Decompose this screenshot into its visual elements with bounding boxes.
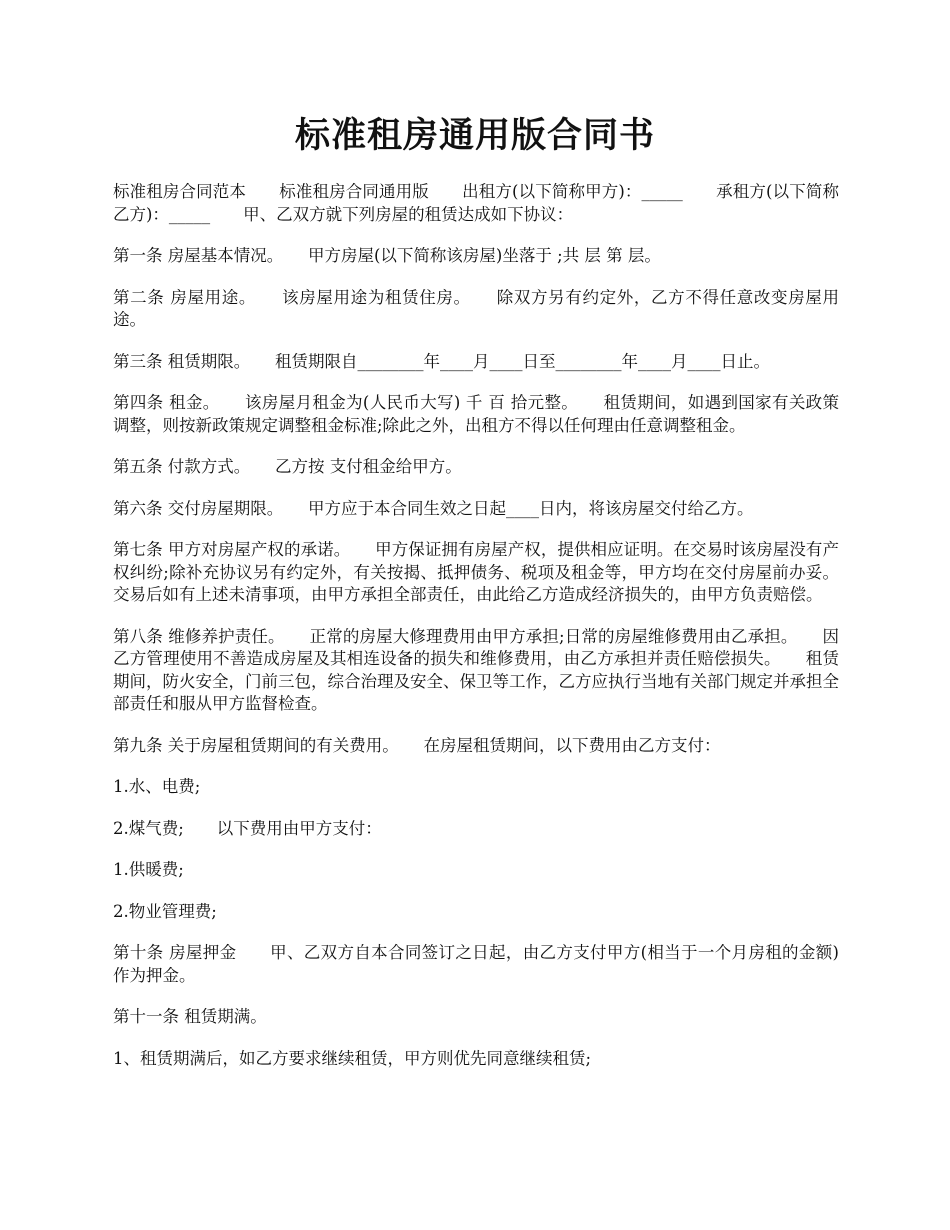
article-2-paragraph: 第二条 房屋用途。 该房屋用途为租赁住房。 除双方另有约定外，乙方不得任意改变房屋用途。	[113, 287, 839, 329]
list-item: 1、租赁期满后，如乙方要求继续租赁，甲方则优先同意继续租赁;	[113, 1048, 592, 1068]
article-8-paragraph: 第八条 维修养护责任。 正常的房屋大修理费用由甲方承担;日常的房屋维修费用由乙承担。 因乙方管理使用不善造成房屋及其相连设备的损失和维修费用，由乙方承担并责任赔偿损失。 租赁期间，防火安全，门前三包，综合治理及安全、保卫等工作，乙方应执行当地有关部门规定并承担全部责任和服从甲方监督检查。	[113, 626, 839, 713]
article-11-paragraph: 第十一条 租赁期满。	[113, 1007, 267, 1026]
intro-paragraph: 标准租房合同范本 标准租房合同通用版 出租方(以下简称甲方)：_____ 承租方(以下简称乙方)：_____ 甲、乙双方就下列房屋的租赁达成如下协议：	[113, 182, 839, 224]
article-6-paragraph: 第六条 交付房屋期限。 甲方应于本合同生效之日起____日内，将该房屋交付给乙方。	[113, 498, 754, 518]
document-title: 标准租房通用版合同书	[294, 115, 655, 156]
article-7-paragraph: 第七条 甲方对房屋产权的承诺。 甲方保证拥有房屋产权，提供相应证明。在交易时该房屋没有产权纠纷;除补充协议另有约定外，有关按揭、抵押债务、税项及租金等，甲方均在交付房屋前办妥。交易后如有上述未清事项，由甲方承担全部责任，由此给乙方造成经济损失的，由甲方负责赔偿。	[113, 540, 839, 604]
list-item: 1.供暖费;	[113, 860, 184, 879]
article-4-paragraph: 第四条 租金。 该房屋月租金为(人民币大写) 千 百 拾元整。 租赁期间，如遇到国家有关政策调整，则按新政策规定调整租金标准;除此之外，出租方不得以任何理由任意调整租金。	[113, 393, 839, 435]
list-item: 1.水、电费;	[113, 777, 201, 796]
list-item: 2.物业管理费;	[113, 901, 217, 921]
article-1-paragraph: 第一条 房屋基本情况。 甲方房屋(以下简称该房屋)坐落于 ;共 层 第 层。	[113, 246, 661, 265]
article-5-paragraph: 第五条 付款方式。 乙方按 支付租金给甲方。	[113, 457, 462, 476]
article-10-paragraph: 第十条 房屋押金 甲、乙双方自本合同签订之日起，由乙方支付甲方(相当于一个月房租的金额)作为押金。	[113, 943, 839, 985]
document-body	[113, 181, 839, 1089]
article-3-paragraph: 第三条 租赁期限。 租赁期限自________年____月____日至________年____月____日止。	[113, 351, 770, 371]
list-item: 2.煤气费; 以下费用由甲方支付：	[113, 818, 382, 838]
article-9-paragraph: 第九条 关于房屋租赁期间的有关费用。 在房屋租赁期间，以下费用由乙方支付：	[113, 735, 721, 755]
